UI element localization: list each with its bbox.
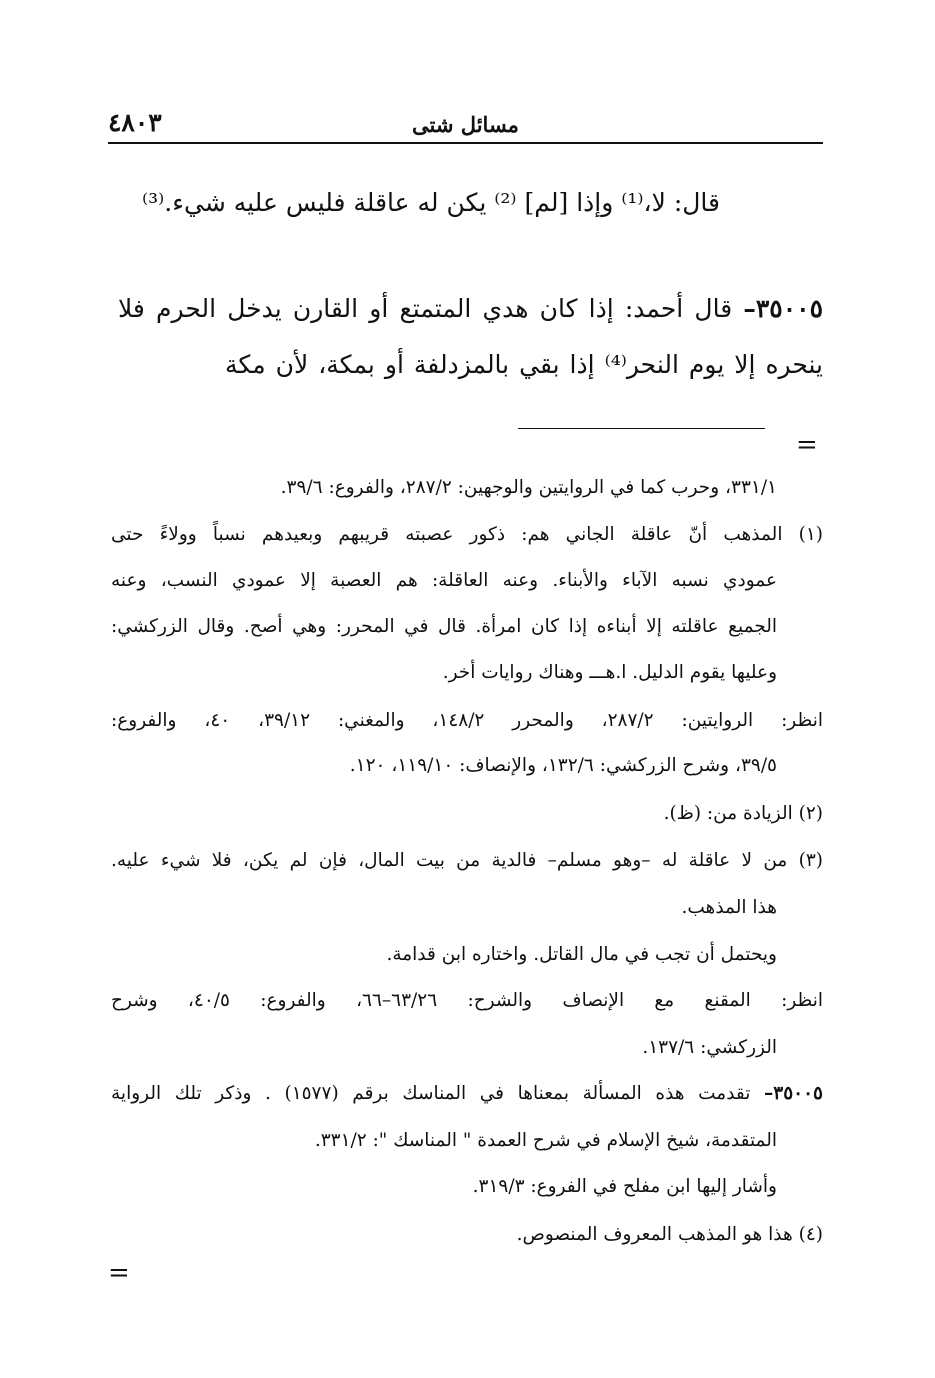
footnote-bottom-continuation-mark: = (108, 1258, 130, 1288)
body-line-2-text: قال أحمد: إذا كان هدي المتمتع أو القارن يدخل الحرم فلا (118, 294, 733, 323)
footnote-top-continuation-mark: = (796, 430, 818, 460)
footnote-3-line-5: الزركشي: ١٣٧/٦. (642, 1037, 777, 1058)
footnote-3-line-1: (٣) من لا عاقلة له –وهو مسلم– فالدية من بيت المال، فإن لم يكن، فلا شيء عليه. (111, 850, 823, 871)
footnote-1-line-1: (١) المذهب أنّ عاقلة الجاني هم: ذكور عصبته قريبهم وبعيدهم نسباً وولاءً حتى (111, 524, 823, 545)
body-line-2 (118, 294, 823, 323)
footnote-3-line-2: هذا المذهب. (681, 897, 777, 918)
footnote-4: (٤) هذا هو المذهب المعروف المنصوص. (516, 1224, 823, 1245)
footnote-issue-line-1-text: تقدمت هذه المسألة بمعناها في المناسك برقم (١٥٧٧) . وذكر تلك الرواية (111, 1083, 751, 1104)
running-title: مسائل شتى (412, 112, 519, 137)
footnote-2: (٢) الزيادة من: (ظ). (663, 803, 823, 824)
page-header (108, 106, 823, 144)
footnote-3-line-3: ويحتمل أن تجب في مال القاتل. واختاره ابن قدامة. (386, 944, 777, 965)
issue-number: ٣٥٠٠٥– (743, 294, 823, 323)
page-number: ٤٨٠٣ (108, 108, 162, 137)
body-line-3: ينحره إلا يوم النحر⁽⁴⁾ إذا بقي بالمزدلفة أو بمكة، لأن مكة (225, 350, 823, 379)
body-line-1: قال: لا،⁽¹⁾ وإذا [لم] ⁽²⁾ يكن له عاقلة فليس عليه شيء.⁽³⁾ (141, 188, 720, 217)
footnote-1-line-2: عمودي نسبه الآباء والأبناء. وعنه العاقلة: هم العصبة إلا عمودي النسب، وعنه (111, 570, 777, 591)
footnote-1-line-4: وعليها يقوم الدليل. ا.هـــ وهناك روايات أخر. (442, 662, 777, 683)
footnote-issue-line-3: وأشار إليها ابن مفلح في الفروع: ٣١٩/٣. (472, 1176, 777, 1197)
footnote-3-line-4: انظر: المقنع مع الإنصاف والشرح: ٦٣/٢٦–٦٦، والفروع: ٤٠/٥، وشرح (111, 990, 823, 1011)
footnote-separator (518, 428, 765, 429)
footnote-1-line-6: ٣٩/٥، وشرح الزركشي: ١٣٢/٦، والإنصاف: ١١٩/١٠، ١٢٠. (349, 755, 777, 776)
footnote-1-line-3: الجميع عاقلته إلا أبناءه إذا كان امرأة. قال في المحرر: وهي أصح. وقال الزركشي: (111, 616, 777, 637)
footnote-issue-line-1 (111, 1083, 823, 1104)
footnote-carry-over: ٣٣١/١، وحرب كما في الروايتين والوجهين: ٢٨٧/٢، والفروع: ٣٩/٦. (280, 477, 777, 498)
footnote-issue-line-2: المتقدمة، شيخ الإسلام في شرح العمدة " المناسك ": ٣٣١/٢. (314, 1130, 777, 1151)
footnote-issue-number: ٣٥٠٠٥– (764, 1083, 823, 1104)
footnote-1-line-5: انظر: الروايتين: ٢٨٧/٢، والمحرر ١٤٨/٢، والمغني: ٣٩/١٢، ٤٠، والفروع: (111, 710, 823, 731)
